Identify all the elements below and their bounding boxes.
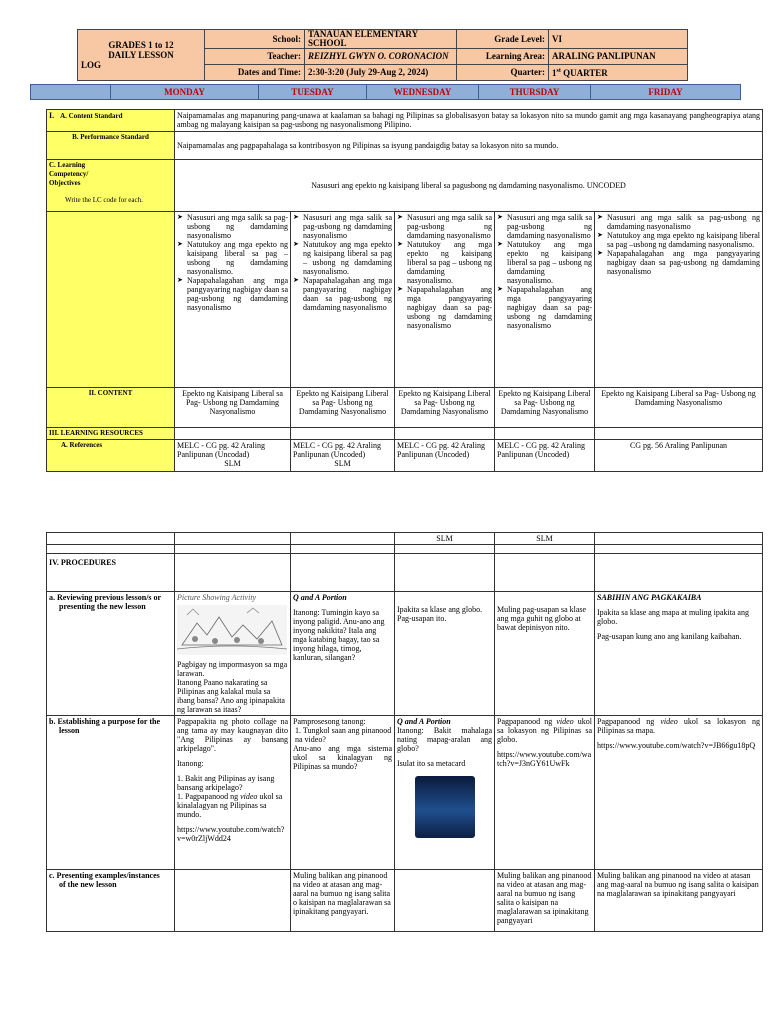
blank-cell bbox=[175, 533, 291, 545]
references-label: A. References bbox=[47, 440, 175, 472]
bullet-item: ➤ Nasusuri ang mga salik sa pag-usbong ng damdaming nasyonalismo bbox=[607, 213, 760, 231]
references-thursday: MELC - CG pg. 42 Araling Panlipunan (Uncoded) bbox=[495, 440, 595, 472]
step-b-monday-text-4-post: ukol sa kinalalagyan ng Pilipinas sa mundo. bbox=[177, 792, 283, 819]
video-word: video bbox=[240, 792, 258, 801]
competency-label-2: Competency/ bbox=[49, 170, 89, 178]
step-c-thursday: Muling balikan ang pinanood na video at atasan ang mag-aaral na bumuo ng isang salita o kaisipan na maglalarawan sa ipinakitang pangyayari bbox=[495, 870, 595, 932]
section-number: I. bbox=[49, 111, 55, 120]
competency-label-3: Objectives bbox=[49, 179, 81, 187]
competency-text: Nasusuri ang epekto ng kaisipang liberal sa pagusbong ng damdaming nasyonalismo. UNCODED bbox=[175, 160, 763, 212]
procedures-table bbox=[46, 532, 763, 932]
step-b-label bbox=[47, 716, 175, 870]
bullet-item: ➤ Natutukoy ang mga epekto ng kaisipang liberal sa pag –usbong ng damdaming nasyonalismo. bbox=[607, 231, 760, 249]
step-b-friday bbox=[595, 716, 763, 870]
bullet-item: ➤ Nasusuri ang mga salik sa pag-usbong ng damdaming nasyonalismo bbox=[507, 213, 592, 240]
grade-label: Grade Level: bbox=[457, 30, 549, 49]
youtube-link-thursday[interactable]: https://www.youtube.com/watch?v=J3nGY61UwFk bbox=[497, 750, 592, 768]
title-line-2: DAILY LESSON bbox=[108, 50, 174, 60]
step-b-monday-text-2: Itanong: bbox=[177, 759, 204, 768]
objectives-tuesday bbox=[291, 212, 395, 388]
days-bar-spacer bbox=[31, 85, 111, 100]
bullet-item: ➤ Napapahalagahan ang mga pangyayaring nagbigay daan sa pag-usbong ng damdaming nasyonalismo bbox=[607, 249, 760, 276]
blank-cell bbox=[47, 545, 175, 554]
step-b-wednesday bbox=[395, 716, 495, 870]
quarter-label: Quarter: bbox=[457, 65, 549, 81]
video-word: video bbox=[660, 717, 678, 726]
objectives-friday bbox=[595, 212, 763, 388]
references-friday: CG pg. 56 Araling Panlipunan bbox=[595, 440, 763, 472]
header-title bbox=[78, 30, 205, 81]
content-wednesday: Epekto ng Kaisipang Liberal sa Pag- Usbong ng Damdaming Nasyonalismo bbox=[395, 388, 495, 428]
area-value: ARALING PANLIPUNAN bbox=[549, 49, 688, 65]
dates-value: 2:30-3:20 (July 29-Aug 2, 2024) bbox=[305, 65, 457, 81]
day-monday: MONDAY bbox=[111, 85, 259, 100]
references-wednesday: MELC - CG pg. 42 Araling Panlipunan (Uncoded) bbox=[395, 440, 495, 472]
qa-title: Q and A Portion bbox=[293, 593, 347, 602]
quarter-suffix: st bbox=[556, 68, 561, 74]
step-a-thursday bbox=[495, 592, 595, 716]
step-a-friday-text-2: Pag-usapan kung ano ang kanilang kaibahan. bbox=[597, 632, 742, 641]
youtube-link-friday[interactable]: https://www.youtube.com/watch?v=JB66gu18pQ bbox=[597, 741, 756, 750]
step-b-wednesday-text-2: Isulat ito sa metacard bbox=[397, 759, 466, 768]
day-thursday: THURSDAY bbox=[479, 85, 591, 100]
competency-label-1: C. Learning bbox=[49, 161, 86, 169]
blank-cell bbox=[595, 533, 763, 545]
competency-label-4: Write the LC code for each. bbox=[65, 196, 143, 204]
step-a-friday-text-1: Ipakita sa klase ang mapa at muling ipakita ang globo. bbox=[597, 608, 749, 626]
globe-image bbox=[415, 776, 475, 838]
header-table bbox=[77, 29, 688, 81]
step-b-wednesday-text-1: Itanong: Bakit mahalaga nating mapag-aralan ang globo? bbox=[397, 726, 492, 753]
area-label: Learning Area: bbox=[457, 49, 549, 65]
content-label: II. CONTENT bbox=[47, 388, 175, 428]
bullet-item: ➤ Natutukoy ang mga epekto ng kaisipang liberal sa pag – usbong ng damdaming nasyonalismo. bbox=[507, 240, 592, 285]
resources-blank bbox=[395, 428, 495, 440]
step-a-label-2: presenting the new lesson bbox=[59, 602, 146, 611]
step-c-tuesday: Muling balikan ang pinanood na video at atasan ang mag-aaral na bumuo ng isang salita o kaisipan na maglalarawan sa ipinakitang pangyayari. bbox=[291, 870, 395, 932]
competency-label bbox=[47, 160, 175, 212]
step-b-monday-text-1: Pagpapakita ng photo collage na ang tama ay may kaugnayan dito "Ang Pilipinas ay bansang arkipelago". bbox=[177, 717, 288, 753]
content-thursday: Epekto ng Kaisipang Liberal sa Pag- Usbong ng Damdaming Nasyonalismo bbox=[495, 388, 595, 428]
procedures-label: IV. PROCEDURES bbox=[47, 554, 175, 592]
bullets-wednesday bbox=[397, 213, 492, 330]
sabihin-title: SABIHIN ANG PAGKAKAIBA bbox=[597, 593, 702, 602]
step-a-monday bbox=[175, 592, 291, 716]
blank-cell bbox=[291, 554, 395, 592]
step-b-friday-text-pre: Pagpapanood ng bbox=[597, 717, 661, 726]
step-b-tuesday-text-2: 1. Tungkol saan ang pinanood na video? bbox=[295, 726, 392, 744]
step-a-monday-text-1: Pagbigay ng impormasyon sa mga larawan. bbox=[177, 660, 288, 678]
objectives-table bbox=[46, 109, 763, 472]
bullet-item: ➤ Napapahalagahan ang mga pangyayaring nagbigay daan sa pag-usbong ng damdaming nasyonalismo bbox=[303, 276, 392, 312]
step-a-tuesday-text: Itanong: Tumingin kayo sa inyong paligid. Anu-ano ang inyong nakikita? Itala ang mga katabing bagay, tao sa inyong hilaga, timog, kanluran, silangan? bbox=[293, 608, 385, 662]
blank-cell bbox=[175, 554, 291, 592]
bullet-item: ➤ Nasusuri ang mga salik sa pag-usbong ng damdaming nasyonalismo bbox=[303, 213, 392, 240]
step-a-thursday-text: Muling pag-usapan sa klase ang mga guhit ng globo at bawat depinisyon nito. bbox=[497, 605, 587, 632]
step-b-thursday-text-pre: Pagpapanood ng bbox=[497, 717, 557, 726]
picture-activity-title: Picture Showing Activity bbox=[177, 593, 257, 602]
step-b-friday-text-post: ukol sa lokasyon ng Pilipinas sa mapa. bbox=[597, 717, 760, 735]
step-c-label bbox=[47, 870, 175, 932]
content-standard-label bbox=[47, 110, 175, 132]
references-tuesday bbox=[291, 440, 395, 472]
content-monday: Epekto ng Kaisipang Liberal sa Pag- Usbong ng Damdaming Nasyonalismo bbox=[175, 388, 291, 428]
step-a-friday bbox=[595, 592, 763, 716]
bullet-item: ➤ Natutukoy ang mga epekto ng kaisipang liberal sa pag – usbong ng damdaming nasyonalismo. bbox=[303, 240, 392, 276]
bullet-item: ➤ Napapahalagahan ang mga pangyayaring nagbigay daan sa pag-usbong ng damdaming nasyonalismo bbox=[407, 285, 492, 330]
blank-cell bbox=[47, 533, 175, 545]
school-label: School: bbox=[205, 30, 305, 49]
teacher-label: Teacher: bbox=[205, 49, 305, 65]
step-b-label-1: b. Establishing a purpose for the bbox=[49, 717, 160, 726]
bullet-item: ➤ Napapahalagahan ang mga pangyayaring nagbigay daan sa pag-usbong ng damdaming nasyonalismo bbox=[507, 285, 592, 330]
step-a-tuesday bbox=[291, 592, 395, 716]
references-tuesday-slm: SLM bbox=[334, 459, 351, 468]
bullets-friday bbox=[597, 213, 760, 276]
step-b-label-2: lesson bbox=[59, 726, 80, 735]
day-wednesday: WEDNESDAY bbox=[367, 85, 479, 100]
step-b-thursday-text-post: ukol sa lokasyon ng Pilipinas sa globo. bbox=[497, 717, 592, 744]
quarter-value bbox=[549, 65, 688, 81]
objectives-monday bbox=[175, 212, 291, 388]
qa-title: Q and A Portion bbox=[397, 717, 451, 726]
content-standard-label-text: A. Content Standard bbox=[60, 112, 123, 120]
step-b-tuesday bbox=[291, 716, 395, 870]
day-tuesday: TUESDAY bbox=[259, 85, 367, 100]
school-value: TANAUAN ELEMENTARY SCHOOL bbox=[305, 30, 457, 49]
step-b-monday-text-4-pre: 1. Pagpapanood ng bbox=[177, 792, 241, 801]
bullet-item: ➤ Napapahalagahan ang mga pangyayaring nagbigay daan sa pag-usbong ng damdaming nasyonalismo bbox=[187, 276, 288, 312]
title-line-3: LOG bbox=[81, 60, 102, 70]
title-line-1: GRADES 1 to 12 bbox=[108, 40, 174, 50]
grade-value: VI bbox=[549, 30, 688, 49]
step-c-label-2: of the new lesson bbox=[59, 880, 117, 889]
days-bar bbox=[30, 84, 741, 100]
objectives-wednesday bbox=[395, 212, 495, 388]
blank-cell bbox=[291, 533, 395, 545]
references-monday bbox=[175, 440, 291, 472]
dates-label: Dates and Time: bbox=[205, 65, 305, 81]
blank-cell bbox=[595, 545, 763, 554]
content-standard-text: Naipamamalas ang mapanuring pang-unawa at kaalaman sa bahagi ng Pilipinas sa globalisasyon batay sa lokasyon nito sa mundo gamit ang mga kasanayang pangheograpiya atang ambag ng malayang kaisipan sa pag-usbong ng nasyonalismong Pilipino. bbox=[175, 110, 763, 132]
step-a-wednesday-text: Ipakita sa klase ang globo. Pag-usapan ito. bbox=[397, 605, 483, 623]
teacher-value: REIZHYL GWYN O. CORONACION bbox=[305, 49, 457, 65]
references-tuesday-text: MELC - CG pg. 42 Araling Panlipunan (Uncoded) bbox=[293, 441, 381, 459]
youtube-link-monday[interactable]: https://www.youtube.com/watch?v=w0rZljWdd24 bbox=[177, 825, 285, 843]
resources-blank bbox=[291, 428, 395, 440]
bullet-item: ➤ Natutukoy ang mga epekto ng kaisipang liberal sa pag – usbong ng damdaming nasyonalismo. bbox=[407, 240, 492, 285]
bullet-item: ➤ Nasusuri ang mga salik sa pag-usbong ng damdaming nasyonalismo bbox=[407, 213, 492, 240]
step-a-label bbox=[47, 592, 175, 716]
content-friday: Epekto ng Kaisipang Liberal sa Pag- Usbong ng Damdaming Nasyonalismo bbox=[595, 388, 763, 428]
step-b-thursday bbox=[495, 716, 595, 870]
step-c-monday bbox=[175, 870, 291, 932]
blank-cell bbox=[291, 545, 395, 554]
references-monday-text: MELC - CG pg. 42 Araling Panlipunan (Uncodad) bbox=[177, 441, 265, 459]
content-tuesday: Epekto ng Kaisipang Liberal sa Pag- Usbong ng Damdaming Nasyonalismo bbox=[291, 388, 395, 428]
bullet-item: ➤ Nasusuri ang mga salik sa pag-usbong ng damdaming nasyonalismo bbox=[187, 213, 288, 240]
step-b-tuesday-text-1: Pamprosesong tanong: bbox=[293, 717, 366, 726]
step-a-label-1: a. Reviewing previous lesson/s or bbox=[49, 593, 162, 602]
step-b-monday-text-3: 1. Bakit ang Pilipinas ay isang bansang arkipelago? bbox=[177, 774, 275, 792]
objectives-thursday bbox=[495, 212, 595, 388]
step-a-wednesday bbox=[395, 592, 495, 716]
step-b-tuesday-text-3: Anu-ano ang mga sistema ukol sa kinalagyan ng Pilipinas sa mundo? bbox=[293, 744, 392, 771]
step-c-friday: Muling balikan ang pinanood na video at atasan ang mag-aaral na bumuo ng isang salita o kaisipan na maglalarawan sa ipinakitang pangyayari bbox=[595, 870, 763, 932]
bullet-item: ➤ Natutukoy ang mga epekto ng kaisipang liberal sa pag –usbong ng damdaming nasyonalismo. bbox=[187, 240, 288, 276]
performance-standard-label: B. Performance Standard bbox=[47, 132, 175, 160]
blank-cell bbox=[395, 545, 495, 554]
slm-thursday: SLM bbox=[495, 533, 595, 545]
blank-cell bbox=[495, 545, 595, 554]
references-monday-slm: SLM bbox=[224, 459, 241, 468]
blank-cell bbox=[595, 554, 763, 592]
objectives-label-spacer bbox=[47, 212, 175, 388]
video-word: video bbox=[556, 717, 574, 726]
blank-cell bbox=[175, 545, 291, 554]
step-c-wednesday bbox=[395, 870, 495, 932]
bullets-tuesday bbox=[293, 213, 392, 312]
trade-sketch-image bbox=[177, 605, 287, 655]
step-a-monday-text-2: Itanong Paano nakarating sa Pilipinas ang kalakal mula sa ibang bansa? Ano ang ipinapakita ng larawan sa itaas? bbox=[177, 678, 285, 714]
resources-blank bbox=[595, 428, 763, 440]
resources-blank bbox=[175, 428, 291, 440]
step-b-thursday-text bbox=[497, 717, 592, 744]
step-b-monday bbox=[175, 716, 291, 870]
step-b-monday-text-4 bbox=[177, 792, 288, 819]
performance-standard-text: Naipamamalas ang pagpapahalaga sa kontribosyon ng Pilipinas sa isyung pandaigdig batay sa lokasyon nito sa mundo. bbox=[175, 132, 763, 160]
blank-cell bbox=[495, 554, 595, 592]
quarter-word: QUARTER bbox=[560, 68, 608, 78]
slm-wednesday: SLM bbox=[395, 533, 495, 545]
day-friday: FRIDAY bbox=[591, 85, 741, 100]
bullets-thursday bbox=[497, 213, 592, 330]
resources-label: III. LEARNING RESOURCES bbox=[47, 428, 175, 440]
bullets-monday bbox=[177, 213, 288, 312]
step-c-label-1: c. Presenting examples/instances bbox=[49, 871, 160, 880]
resources-blank bbox=[495, 428, 595, 440]
blank-cell bbox=[395, 554, 495, 592]
step-b-friday-text bbox=[597, 717, 760, 735]
quarter-number: 1 bbox=[552, 68, 557, 78]
